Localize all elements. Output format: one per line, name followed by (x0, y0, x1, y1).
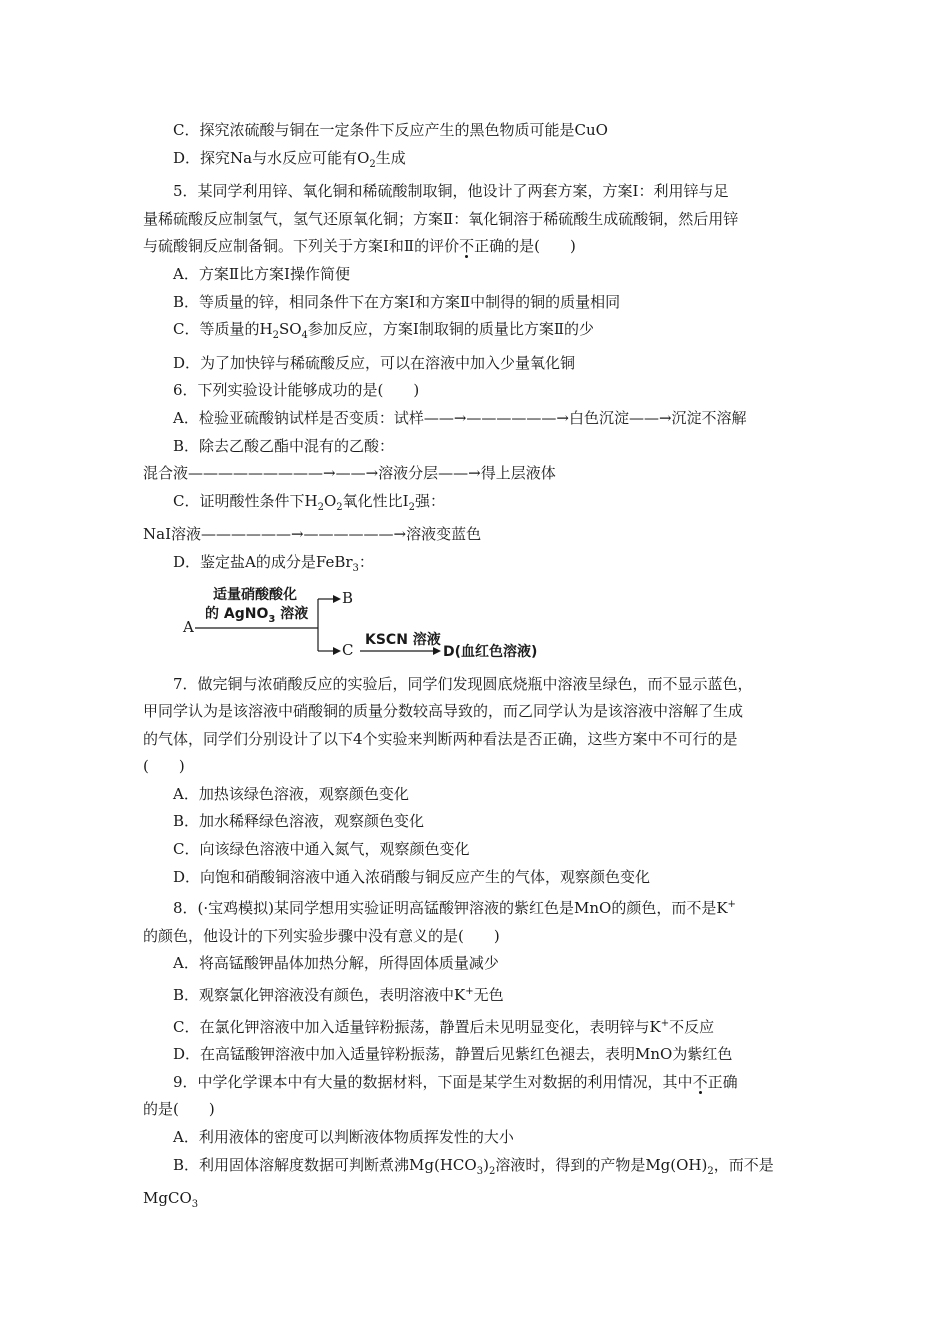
q6-option-c-flow: NaI溶液——————→——————→溶液变蓝色 (143, 525, 482, 544)
reagent-1-line-1: 适量硝酸酸化 (213, 586, 297, 603)
emphasis-dot-char: 不 (692, 1072, 708, 1091)
node-a: A (183, 617, 194, 636)
q7-option-a: A．加热该绿色溶液，观察颜色变化 (173, 784, 409, 803)
q7-option-d: D．向饱和硝酸铜溶液中通入浓硝酸与铜反应产生的气体，观察颜色变化 (173, 867, 651, 886)
q5-stem-line3: 与硫酸铜反应制备铜。下列关于方案Ⅰ和Ⅱ的评价不正确的是( ) (143, 237, 576, 256)
q6-option-b-flow: 混合液—————————→——→溶液分层——→得上层液体 (143, 464, 556, 483)
q9-stem-line2: 的是( ) (143, 1100, 215, 1119)
q9-option-a: A．利用液体的密度可以判断液体物质挥发性的大小 (173, 1128, 514, 1146)
node-c: C (342, 640, 354, 659)
emphasis-dot-char: 不 (459, 237, 475, 256)
q6-option-b: B．除去乙酸乙酯中混有的乙酸： (173, 436, 395, 455)
q7-stem-line1: 7．做完铜与浓硝酸反应的实验后，同学们发现圆底烧瓶中溶液呈绿色，而不显示蓝色， (173, 674, 753, 693)
node-d: D(血红色溶液) (443, 643, 538, 660)
reagent-1-line-2: 的 AgNO$_3$ 溶液 (205, 605, 309, 625)
q7-stem-line4: ( ) (143, 757, 185, 776)
q9-option-b: B．利用固体溶解度数据可判断煮沸$Mg(HCO_3)_2$溶液时，得到的产物是$Mg(OH)_2$，而不是 (173, 1155, 774, 1177)
q9-stem-line1: 9．中学化学课本中有大量的数据材料，下面是某学生对数据的利用情况，其中不正确 (173, 1072, 738, 1091)
q6-stem: 6．下列实验设计能够成功的是( ) (173, 381, 420, 400)
reagent-2: KSCN 溶液 (365, 631, 441, 648)
q5-option-a: A．方案Ⅱ比方案Ⅰ操作简便 (173, 264, 350, 283)
node-b: B (342, 588, 354, 607)
question-content (143, 117, 821, 1219)
q9-option-b-cont: MgCO$_3$ (143, 1189, 199, 1211)
q4-option-c: C．探究浓硫酸与铜在一定条件下反应产生的黑色物质可能是CuO (173, 121, 608, 139)
q8-option-b: B．观察氯化钾溶液没有颜色，表明溶液中K+无色 (173, 986, 504, 1005)
q8-option-c: C．在氯化钾溶液中加入适量锌粉振荡，静置后未见明显变化，表明锌与K+不反应 (173, 1017, 715, 1036)
q4-option-d: D．探究Na与水反应可能有$O_2$生成 (173, 148, 406, 170)
q6-option-a: A．检验亚硫酸钠试样是否变质：试样——→——————→白色沉淀——→沉淀不溶解 (173, 408, 747, 427)
q7-option-c: C．向该绿色溶液中通入氮气，观察颜色变化 (173, 840, 470, 859)
arrowhead-c (333, 647, 341, 655)
q7-stem-line2: 甲同学认为是该溶液中硝酸铜的质量分数较高导致的，而乙同学认为是该溶液中溶解了生成 (143, 702, 744, 721)
q7-stem-line3: 的气体，同学们分别设计了以下4个实验来判断两种看法是否正确，这些方案中不可行的是 (143, 729, 738, 748)
q8-option-d: D．在高锰酸钾溶液中加入适量锌粉振荡，静置后见紫红色褪去，表明MnO为紫红色 (173, 1045, 733, 1064)
q7-option-b: B．加水稀释绿色溶液，观察颜色变化 (173, 812, 425, 831)
q5-stem-line2: 量稀硫酸反应制氢气，氢气还原氧化铜；方案Ⅱ：氧化铜溶于稀硫酸生成硫酸铜，然后用锌 (143, 209, 739, 228)
q6-option-c: C．证明酸性条件下$H_2O_2$氧化性比$I_2$强： (173, 491, 445, 513)
flow-diagram (143, 585, 821, 663)
q5-option-c: C．等质量的$H_2SO_4$参加反应，方案Ⅰ制取铜的质量比方案Ⅱ的少 (173, 320, 595, 342)
arrowhead-b (333, 595, 341, 603)
q8-stem-line1: 8．(·宝鸡模拟)某同学想用实验证明高锰酸钾溶液的紫红色是MnO的颜色，而不是K+ (173, 899, 736, 918)
q5-stem-line1: 5．某同学利用锌、氧化铜和稀硫酸制取铜，他设计了两套方案，方案Ⅰ：利用锌与足 (173, 182, 729, 201)
q5-option-d: D．为了加快锌与稀硫酸反应，可以在溶液中加入少量氧化铜 (173, 353, 576, 372)
q8-option-a: A．将高锰酸钾晶体加热分解，所得固体质量减少 (173, 954, 499, 973)
q8-stem-line2: 的颜色，他设计的下列实验步骤中没有意义的是( ) (143, 926, 500, 945)
q6-option-d: D．鉴定盐A的成分是FeBr$_3$： (173, 552, 374, 574)
q5-option-b: B．等质量的锌，相同条件下在方案Ⅰ和方案Ⅱ中制得的铜的质量相同 (173, 292, 621, 311)
